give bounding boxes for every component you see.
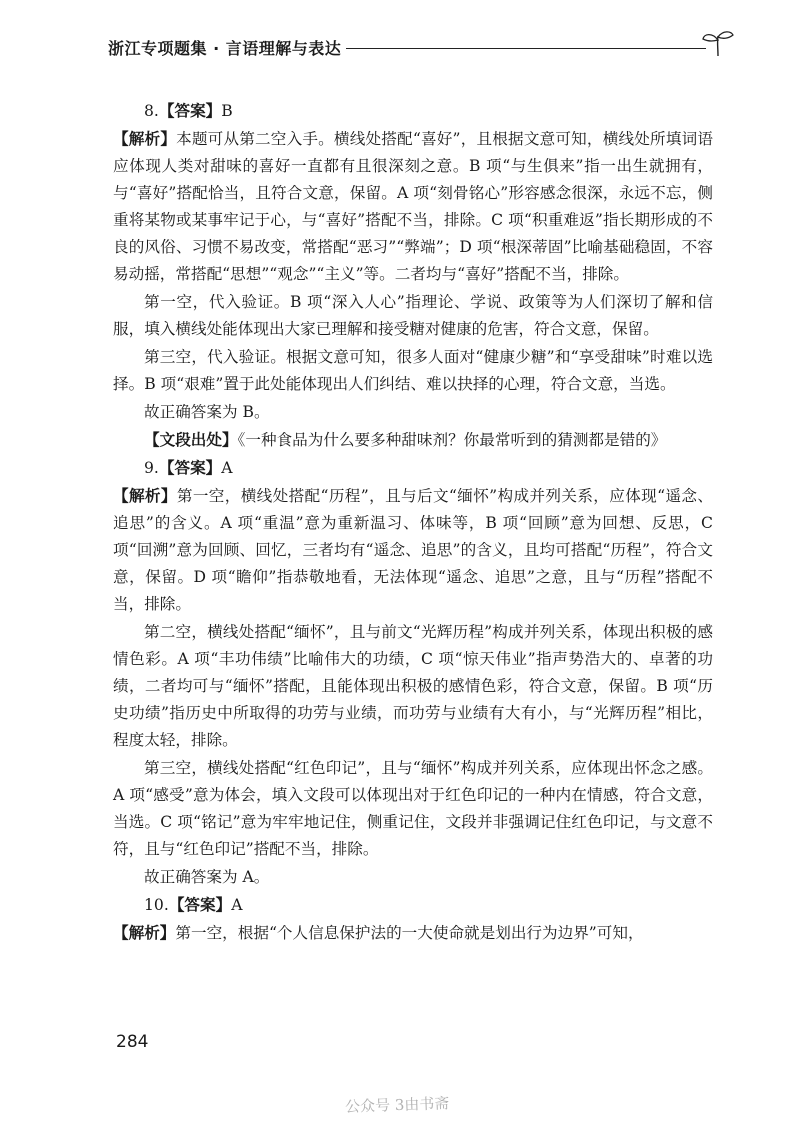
q8-answer	[113, 98, 713, 125]
q8-number: 8.	[144, 102, 159, 120]
header-rule	[346, 48, 706, 49]
q10-answer-tag: 【答案】	[168, 896, 232, 914]
q9-answer-value: A	[221, 459, 233, 477]
page-number: 284	[116, 1032, 149, 1052]
q10-answer-value: A	[231, 896, 243, 914]
q10-analysis-text-1: 第一空，根据“个人信息保护法的一大使命就是划出行为边界”可知，	[175, 924, 644, 942]
watermark: 公众号 3由书斋	[344, 1094, 450, 1116]
q10-analysis-tag: 【解析】	[113, 924, 176, 942]
q8-source-tag: 【文段出处】	[144, 431, 238, 449]
q10-analysis-paragraph-1	[113, 920, 713, 947]
q9-answer-tag: 【答案】	[158, 459, 222, 477]
q8-analysis-paragraph-2: 第一空，代入验证。B 项“深入人心”指理论、学说、政策等为人们深切了解和信服，填入横线处能体现出大家已理解和接受糖对健康的危害，符合文意，保留。	[113, 293, 713, 338]
q9-conclusion: 故正确答案为 A。	[144, 868, 270, 886]
q8-analysis-text-1: 本题可从第二空入手。横线处搭配“喜好”，且根据文意可知，横线处所填词语应体现人类对甜味的喜好一直都有且很深刻之意。B 项“与生俱来”指一出生就拥有，与“喜好”搭配恰当，且符合文意，保留。A 项“刻骨铭心”形容感念很深，永远不忘，侧重将某物或某事牢记于心，与“喜好”搭配不当，排除。C 项“积重难返”指长期形成的不良的风俗、习惯不易改变，常搭配“恶习”“弊端”；D 项“根深蒂固”比喻基础稳固，不容易动摇，常搭配“思想”“观念”“主义”等。二者均与“喜好”搭配不当，排除。	[113, 130, 713, 283]
q10-answer	[113, 892, 713, 919]
q9-analysis-tag: 【解析】	[113, 487, 177, 505]
q8-source	[113, 427, 713, 454]
q8-analysis-paragraph-1	[113, 126, 713, 288]
q9-number: 9.	[144, 459, 159, 477]
q9-analysis-paragraph-2: 第二空，横线处搭配“缅怀”，且与前文“光辉历程”构成并列关系，体现出积极的感情色彩。A 项“丰功伟绩”比喻伟大的功绩，C 项“惊天伟业”指声势浩大的、卓著的功绩，二者均可与“缅怀”搭配，且能体现出积极的感情色彩，符合文意，保留。B 项“历史功绩”指历史中所取得的功劳与业绩，而功劳与业绩有大有小，与“光辉历程”相比，程度太轻，排除。	[113, 623, 713, 749]
sprout-icon	[698, 28, 738, 58]
q8-analysis-tag: 【解析】	[113, 130, 177, 148]
q9-analysis-paragraph-3: 第三空，横线处搭配“红色印记”，且与“缅怀”构成并列关系，应体现出怀念之感。A 项“感受”意为体会，填入文段可以体现出对于红色印记的一种内在情感，符合文意，当选。C 项“铭记”意为牢牢地记住，侧重记住，文段并非强调记住红色印记，与文意不符，且与“红色印记”搭配不当，排除。	[113, 759, 713, 858]
running-header	[108, 34, 748, 64]
q8-source-text: 《一种食品为什么要多种甜味剂？你最常听到的猜测都是错的》	[237, 431, 667, 449]
q8-answer-value: B	[221, 102, 233, 120]
q8-analysis-paragraph-3: 第三空，代入验证。根据文意可知，很多人面对“健康少糖”和“享受甜味”时难以选择。B 项“艰难”置于此处能体现出人们纠结、难以抉择的心理，符合文意，当选。	[113, 348, 713, 393]
q9-analysis-paragraph-1	[113, 483, 713, 618]
q8-answer-tag: 【答案】	[158, 102, 222, 120]
q9-analysis-text-1: 第一空，横线处搭配“历程”，且与后文“缅怀”构成并列关系，应体现“遥念、追思”的含义。A 项“重温”意为重新温习、体味等，B 项“回顾”意为回想、反思，C 项“回溯”意为回顾、回忆，三者均有“遥念、追思”的含义，且均可搭配“历程”，符合文意，保留。D 项“瞻仰”指恭敬地看，无法体现“遥念、追思”之意，且与“历程”搭配不当，排除。	[113, 487, 713, 613]
answer-explanations	[113, 98, 713, 948]
header-title: 浙江专项题集 · 言语理解与表达	[108, 39, 342, 58]
q10-number: 10.	[144, 896, 169, 914]
q9-answer	[113, 455, 713, 482]
q8-conclusion: 故正确答案为 B。	[144, 403, 270, 421]
